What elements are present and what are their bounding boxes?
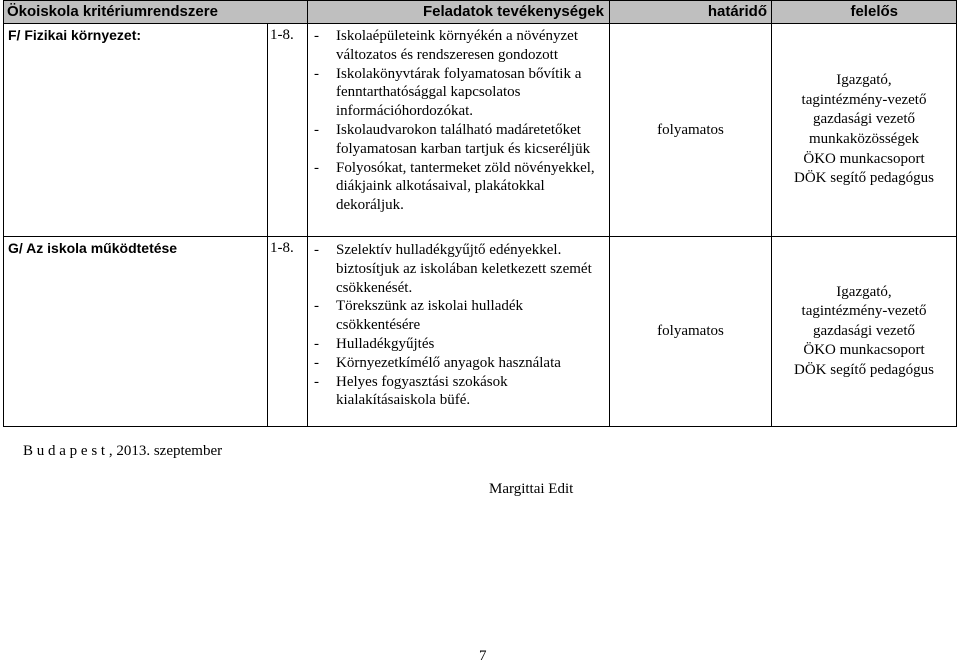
header-responsible: felelős [772, 1, 957, 24]
activity-item: - Törekszünk az iskolai hulladék csökkentésére [314, 298, 524, 334]
place-date: B u d a p e s t , 2013. szeptember [23, 443, 223, 459]
responsible-cell: Igazgató, tagintézmény-vezető gazdasági vezető ÖKO munkacsoport DÖK segítő pedagógus [772, 237, 957, 427]
activity-item: - Folyosókat, tantermeket zöld növényekkel, diákjaink alkotásaival, plakátokkal dekoráljuk. [314, 159, 595, 214]
table-row-school-operation [4, 237, 957, 427]
category-cell: G/ Az iskola működtetése [4, 237, 268, 427]
deadline-cell: folyamatos [610, 237, 772, 427]
page-number: 7 [479, 648, 487, 664]
activities-cell [308, 237, 610, 427]
header-deadline: határidő [610, 1, 772, 24]
grade-cell: 1-8. [268, 237, 308, 427]
signature-name: Margittai Edit [489, 481, 574, 497]
activity-item: - Iskolaépületeink környékén a növényzet változatos és rendszeresen gondozott [314, 28, 578, 63]
activity-item: - Iskolaudvarokon található madáretetőket folyamatosan karban tartjuk és kicseréljük [314, 121, 591, 157]
category-cell: F/ Fizikai környezet: [4, 24, 268, 237]
table-header-row [4, 1, 957, 24]
activity-item: - Iskolakönyvtárak folyamatosan bővítik a fenntarthatósággal kapcsolatos információhordozókat. [314, 65, 582, 120]
activity-item: - Szelektív hulladékgyűjtő edényekkel. biztosítjuk az iskolában keletkezett szemét csökkenését. [314, 242, 592, 296]
activity-item: - Hulladékgyűjtés [314, 335, 435, 352]
activities-cell [308, 24, 610, 237]
header-tasks: Feladatok tevékenységek [308, 1, 610, 24]
header-criteria: Ökoiskola kritériumrendszere [4, 1, 308, 24]
deadline-cell: folyamatos [610, 24, 772, 237]
grade-cell: 1-8. [268, 24, 308, 237]
activity-item: - Környezetkímélő anyagok használata [314, 354, 561, 371]
activity-item: - Helyes fogyasztási szokások kialakításaiskola büfé. [314, 373, 508, 409]
table-row-physical-environment [4, 24, 957, 237]
responsible-cell: Igazgató, tagintézmény-vezető gazdasági vezető munkaközösségek ÖKO munkacsoport DÖK segítő pedagógus [772, 24, 957, 237]
criteria-table [3, 0, 957, 427]
